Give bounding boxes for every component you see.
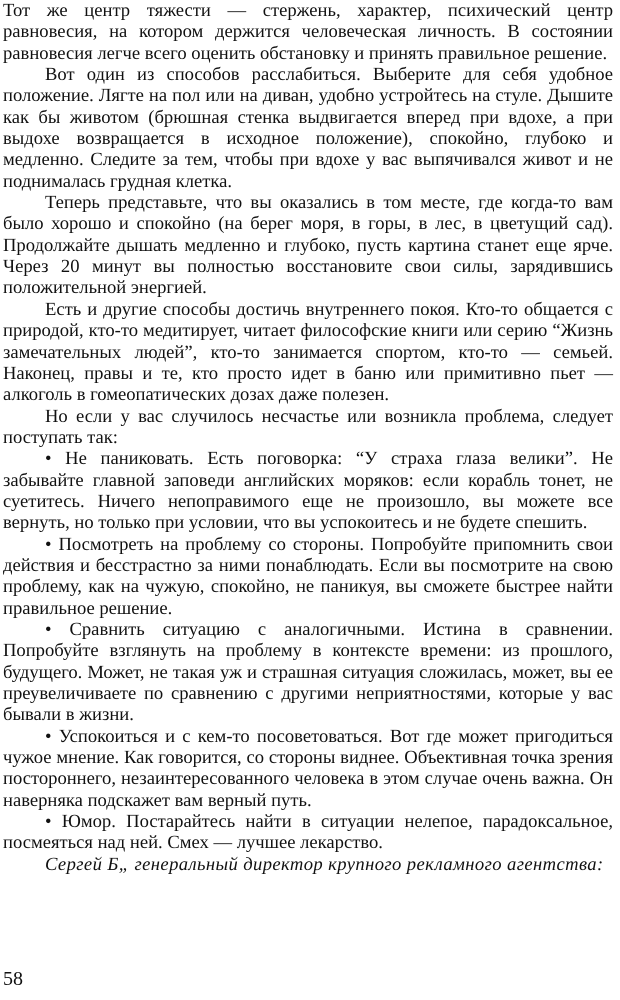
bullet-dont-panic: • Не паниковать. Есть поговорка: “У страха глаза велики”. Не забывайте главной заповеди английских моряков: если корабль тонет, не суетитесь. Ничего непоправимого еще не произошло, вы можете все вернуть, но только при условии, что вы успокоитесь и не будете спешить.	[3, 448, 613, 534]
page-number: 58	[3, 968, 23, 990]
bullet-compare-situation: • Сравнить ситуацию с аналогичными. Истина в сравнении. Попробуйте взглянуть на проблему в контексте времени: из прошлого, будущего. Может, не такая уж и страшная ситуация сложилась, может, вы ее преувеличиваете по сравнению с другими неприятностями, которые у вас бывали в жизни.	[3, 618, 613, 726]
paragraph-relaxation-method: Вот один из способов расслабиться. Выберите для себя удобное положение. Лягте на пол или на диван, удобно устройтесь на стуле. Дышите как бы животом (брюшная стенка выдвигается вперед при вдохе, а при выдохе возвращается в исходное положение), спокойно, глубоко и медленно. Следите за тем, чтобы при вдохе у вас выпячивался живот и не поднималась грудная клетка.	[3, 64, 613, 192]
paragraph-visualization: Теперь представьте, что вы оказались в том месте, где когда-то вам было хорошо и спокойно (на берег моря, в горы, в лес, в цветущий сад). Продолжайте дышать медленно и глубоко, пусть картина станет еще ярче. Через 20 минут вы полностью восстановите свои силы, зарядившись положительной энергией.	[3, 192, 613, 299]
bullet-look-from-outside: • Посмотреть на проблему со стороны. Попробуйте припомнить свои действия и бесстрастно за ними понаблюдать. Если вы посмотрите на свою проблему, как на чужую, спокойно, не паникуя, вы сможете быстрее найти правильное решение.	[3, 533, 613, 619]
bullet-humor: • Юмор. Постарайтесь найти в ситуации нелепое, парадоксальное, посмеяться над ней. Смех — лучшее лекарство.	[3, 811, 613, 854]
quote-attribution: Сергей Б„ генеральный директор крупного рекламного агентства:	[45, 853, 604, 875]
page-body-text	[3, 0, 613, 875]
paragraph-other-ways: Есть и другие способы достичь внутреннего покоя. Кто-то общается с природой, кто-то медитирует, читает философские книги или серию “Жизнь замечательных людей”, кто-то занимается спортом, кто-то — семьей. Наконец, правы и те, кто просто идет в баню или примитивно пьет — алкоголь в гомеопатических дозах даже полезен.	[3, 298, 613, 406]
paragraph-if-problem: Но если у вас случилось несчастье или возникла проблема, следует поступать так:	[3, 405, 613, 448]
paragraph-center-of-gravity: Тот же центр тяжести — стержень, характер, психический центр равновесия, на котором держится человеческая личность. В состоянии равновесия легче всего оценить обстановку и принять правильное решение.	[3, 0, 613, 64]
bullet-seek-advice: • Успокоиться и с кем-то посоветоваться. Вот где может пригодиться чужое мнение. Как говорится, со стороны виднее. Объективная точка зрения постороннего, незаинтересованного человека в этом случае очень важна. Он наверняка подскажет вам верный путь.	[3, 725, 613, 811]
